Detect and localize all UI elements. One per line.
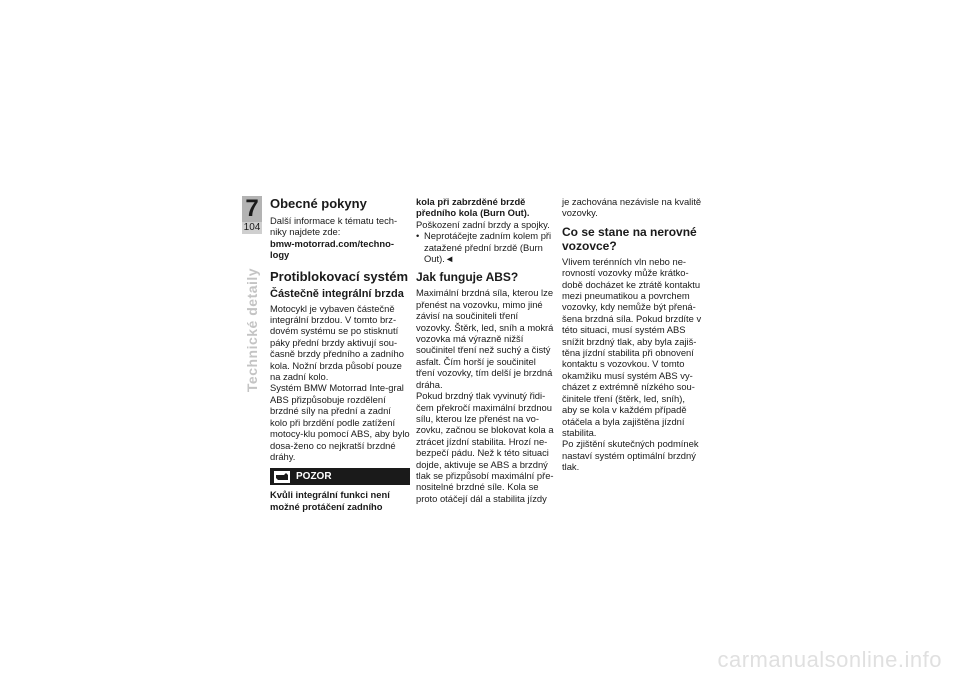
chapter-number: 7 bbox=[245, 195, 259, 222]
heading-uneven-road: Co se stane na nerovné vozovce? bbox=[562, 224, 697, 253]
page-number: 104 bbox=[243, 222, 261, 233]
warning-hand-icon bbox=[274, 471, 290, 483]
paragraph-how-2: Pokud brzdný tlak vyvinutý řidi-čem překročí maximální brzdnou sílu, kterou lze přenést na vo-zovku, začnou se blokovat kola a ztrácet jízdní stabilita. Hrozí ne-bezpečí pádu. Než k této situaci dojde, aktivuje se ABS a brzdný tlak se přizpůsobí maximální pře-nositelné brzdné síle. Kola se proto otáčejí dál a stabilita jízdy bbox=[416, 390, 554, 504]
warning-text-continued: kola při zabrzděné brzdě předního kola (Burn Out). bbox=[416, 196, 530, 219]
warning-label: POZOR bbox=[296, 471, 332, 483]
column-3 bbox=[562, 196, 702, 473]
heading-partial-integral: Částečně integrální brzda bbox=[270, 287, 404, 300]
link-technology[interactable]: bmw-motorrad.com/techno-logy bbox=[270, 237, 394, 261]
watermark: carmanualsonline.info bbox=[717, 647, 942, 672]
paragraph-damage: Poškození zadní brzdy a spojky. bbox=[416, 218, 550, 230]
paragraph-general: Další informace k tématu tech-niky najdete zde: bbox=[270, 215, 398, 238]
warning-bar bbox=[270, 468, 410, 485]
chapter-marker bbox=[242, 196, 262, 234]
bullet-burnout: • Neprotáčejte zadním kolem při zatažené přední brzdě (Burn Out).◄ bbox=[416, 230, 556, 264]
column-2 bbox=[416, 196, 556, 504]
paragraph-uneven-2: Po zjištění skutečných podmínek nastaví systém optimální brzdný tlak. bbox=[562, 438, 699, 473]
paragraph-how-1: Maximální brzdná síla, kterou lze přenést na vozovku, mimo jiné závisí na součiniteli tření vozovky. Štěrk, led, sníh a mokrá vozovka má výrazně nižší součinitel tření než suchý a čistý asfalt. Čím horší je součinitel tření vozovky, tím delší je brzdná dráha. bbox=[416, 287, 554, 390]
paragraph-partial-2: Systém BMW Motorrad Inte-gral ABS přizpůsobuje rozdělení brzdné síly na přední a zadní kolo při brzdění podle zatížení motocy-klu pomocí ABS, aby bylo dosa-ženo co nejkratší brzdné dráhy. bbox=[270, 382, 410, 462]
heading-abs: Protiblokovací systém bbox=[270, 268, 408, 284]
heading-how-abs-works: Jak funguje ABS? bbox=[416, 270, 519, 285]
paragraph-partial-1: Motocykl je vybaven částečně integrální brzdou. V tomto brz-dovém systému se po stisknutí páky přední brzdy aktivují sou-časně brzdy předního a zadního kola. Nožní brzda působí pouze na zadní kolo. bbox=[270, 302, 404, 383]
paragraph-continued: je zachována nezávisle na kvalitě vozovky. bbox=[562, 196, 702, 219]
warning-text: Kvůli integrální funkci není možné protáčení zadního bbox=[270, 489, 390, 512]
paragraph-uneven-1: Vlivem terénních vln nebo ne-rovností vozovky může krátko-době docházet ke ztrátě kontaktu mezi pneumatikou a povrchem vozovky, kdy nemůže být přená-šena brzdná síla. Pokud brzdíte v této situaci, musí systém ABS snížit brzdný tlak, aby byla zajiš-těna jízdní stabilita při obnovení kontaktu s vozovkou. V tomto okamžiku musí systém ABS vy-cházet z extrémně nízkého sou-činitele tření (štěrk, led, sníh), aby se kola v každém případě otáčela a byla zajištěna jízdní stabilita. bbox=[562, 255, 702, 438]
heading-general: Obecné pokyny bbox=[270, 196, 367, 211]
chapter-title: Technické detaily bbox=[244, 267, 260, 393]
column-1 bbox=[270, 196, 410, 512]
